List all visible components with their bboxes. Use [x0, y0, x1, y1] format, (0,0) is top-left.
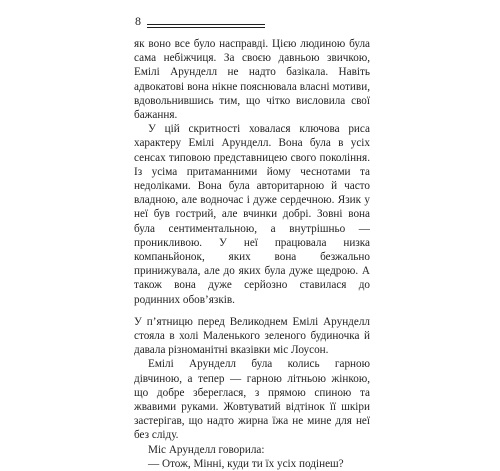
body-text [134, 37, 370, 471]
paragraph: Міс Арунделл говорила: [148, 443, 265, 456]
paragraph: як воно все було насправді. Цією людиною була сама небіжчиця. За своєю давньою звичкою, Емілі Арунделл не надто базікала. Навіть адвокатові вона нікне пояснювала власні мотиви, вдовольнившись тим, що чітко висловила свої бажання. [134, 38, 370, 122]
header-rule [147, 24, 265, 28]
paragraph: У цій скритності ховалася ключова риса характеру Емілі Арунделл. Вона була в усіх сенсах типовою представницею свого покоління. Із усіма притаманними йому чеснотами та недоліками. Вона була авторитарною й часто владною, але водночас і дуже сердечною. Язик у неї був гострий, але вчинки добрі. Зовні вона була сентиментальною, а внутрішньо — проникливою. У неї працювала низка компаньйонок, яких вона безжально принижувала, але до яких була дуже щедрою. А також вона дуже серйозно ставилася до родинних обов’язків. [134, 123, 370, 306]
dialogue-line: — Отож, Мінні, куди ти їх усіх подінеш? [148, 457, 344, 470]
paragraph: У п’ятницю перед Великоднем Емілі Арунделл стояла в холі Маленького зеленого будиночка й давала різноманітні вказівки міс Лоусон. [134, 315, 370, 357]
paragraph: Емілі Арунделл була колись гарною дівчиною, а тепер — гарною літньою жінкою, що добре збереглася, з прямою спиною та жвавими руками. Жовтуватий відтінок її шкіри застерігав, що надто жирна їжа не мине для неї без сліду. [134, 358, 370, 442]
page-header [135, 14, 265, 34]
page-number: 8 [135, 14, 141, 28]
